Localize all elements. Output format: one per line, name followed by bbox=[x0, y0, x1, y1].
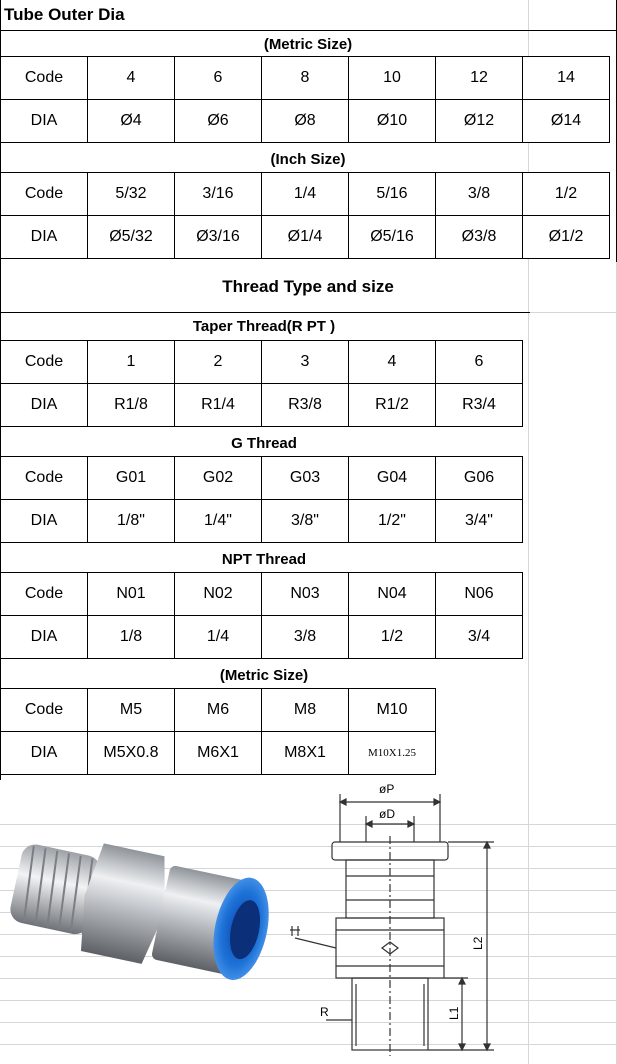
table-cell: Ø14 bbox=[523, 100, 610, 143]
table-row bbox=[1, 216, 610, 259]
table-cell: 1/2" bbox=[349, 500, 436, 543]
table-cell: N02 bbox=[175, 573, 262, 616]
metric-tube-table bbox=[0, 56, 610, 143]
table-cell: N03 bbox=[262, 573, 349, 616]
table-row bbox=[1, 616, 523, 659]
r-label: R bbox=[320, 1005, 329, 1019]
table-row bbox=[1, 732, 436, 775]
table-cell: 3 bbox=[262, 341, 349, 384]
table-cell: 1/8" bbox=[88, 500, 175, 543]
table-cell: M10 bbox=[349, 689, 436, 732]
table-cell: N01 bbox=[88, 573, 175, 616]
table-cell: 1/8 bbox=[88, 616, 175, 659]
code-label: Code bbox=[1, 689, 88, 732]
table-cell: M6 bbox=[175, 689, 262, 732]
frame-left bbox=[0, 0, 1, 780]
thread-section-title: Thread Type and size bbox=[222, 277, 394, 296]
fitting-photo bbox=[2, 800, 302, 1030]
code-label: Code bbox=[1, 457, 88, 500]
table-cell: 1/2 bbox=[523, 173, 610, 216]
table-cell: 1/2 bbox=[349, 616, 436, 659]
table-cell: R3/8 bbox=[262, 384, 349, 427]
inch-tube-table bbox=[0, 172, 610, 259]
table-cell: 1 bbox=[88, 341, 175, 384]
table-row bbox=[1, 384, 523, 427]
table-cell: Ø6 bbox=[175, 100, 262, 143]
section-rule bbox=[0, 312, 530, 313]
table-cell: 3/4 bbox=[436, 616, 523, 659]
code-label: Code bbox=[1, 341, 88, 384]
table-cell: M8 bbox=[262, 689, 349, 732]
code-label: Code bbox=[1, 573, 88, 616]
table-cell: 3/8 bbox=[436, 173, 523, 216]
table-cell: Ø4 bbox=[88, 100, 175, 143]
table-cell: Ø1/4 bbox=[262, 216, 349, 259]
table-row bbox=[1, 341, 523, 384]
phi-p-label: øP bbox=[379, 782, 395, 796]
table-cell: R1/8 bbox=[88, 384, 175, 427]
table-cell: 4 bbox=[88, 57, 175, 100]
dia-label: DIA bbox=[1, 100, 88, 143]
table-row bbox=[1, 100, 610, 143]
page-title: Tube Outer Dia bbox=[4, 5, 125, 24]
table-cell: G04 bbox=[349, 457, 436, 500]
code-label: Code bbox=[1, 173, 88, 216]
table-cell: 4 bbox=[349, 341, 436, 384]
table-row bbox=[1, 457, 523, 500]
table-cell: 5/32 bbox=[88, 173, 175, 216]
table-cell: R1/4 bbox=[175, 384, 262, 427]
table-cell: M5 bbox=[88, 689, 175, 732]
table-cell: 14 bbox=[523, 57, 610, 100]
table-cell: G06 bbox=[436, 457, 523, 500]
table-row bbox=[1, 57, 610, 100]
l1-label: L1 bbox=[447, 1006, 461, 1020]
table-cell: Ø10 bbox=[349, 100, 436, 143]
inch-tube-heading: (Inch Size) bbox=[270, 151, 346, 168]
table-cell: 8 bbox=[262, 57, 349, 100]
table-cell: Ø3/16 bbox=[175, 216, 262, 259]
table-row bbox=[1, 173, 610, 216]
table-cell: 6 bbox=[175, 57, 262, 100]
dimension-drawing bbox=[282, 780, 502, 1058]
table-cell: Ø5/16 bbox=[349, 216, 436, 259]
table-cell: M8X1 bbox=[262, 732, 349, 775]
table-cell: 5/16 bbox=[349, 173, 436, 216]
table-cell: 3/8" bbox=[262, 500, 349, 543]
table-row bbox=[1, 689, 436, 732]
table-cell: Ø8 bbox=[262, 100, 349, 143]
table-cell: 3/8 bbox=[262, 616, 349, 659]
l2-label: L2 bbox=[471, 936, 485, 950]
taper-table bbox=[0, 340, 523, 427]
metric-thread-table bbox=[0, 688, 436, 775]
npt-thread-table bbox=[0, 572, 523, 659]
g-thread-table bbox=[0, 456, 523, 543]
dia-label: DIA bbox=[1, 384, 88, 427]
code-label: Code bbox=[1, 57, 88, 100]
table-cell: M5X0.8 bbox=[88, 732, 175, 775]
table-cell: R1/2 bbox=[349, 384, 436, 427]
phi-d-label: øD bbox=[379, 807, 395, 821]
table-cell: 10 bbox=[349, 57, 436, 100]
title-rule bbox=[0, 30, 617, 31]
dia-label: DIA bbox=[1, 216, 88, 259]
table-cell: 3/16 bbox=[175, 173, 262, 216]
g-thread-heading: G Thread bbox=[231, 435, 297, 452]
table-cell: M6X1 bbox=[175, 732, 262, 775]
metric-tube-heading: (Metric Size) bbox=[263, 36, 353, 53]
dia-label: DIA bbox=[1, 732, 88, 775]
taper-heading: Taper Thread(R PT ) bbox=[192, 318, 336, 335]
table-cell: G01 bbox=[88, 457, 175, 500]
table-row bbox=[1, 573, 523, 616]
table-cell: 1/4 bbox=[262, 173, 349, 216]
table-cell: Ø3/8 bbox=[436, 216, 523, 259]
table-cell: 1/4 bbox=[175, 616, 262, 659]
table-cell: 3/4" bbox=[436, 500, 523, 543]
dia-label: DIA bbox=[1, 500, 88, 543]
table-cell: Ø12 bbox=[436, 100, 523, 143]
table-cell: 6 bbox=[436, 341, 523, 384]
table-cell: N06 bbox=[436, 573, 523, 616]
metric-thread-heading: (Metric Size) bbox=[219, 667, 309, 684]
table-cell: M10X1.25 bbox=[349, 732, 436, 775]
table-cell: N04 bbox=[349, 573, 436, 616]
table-cell: R3/4 bbox=[436, 384, 523, 427]
table-cell: G02 bbox=[175, 457, 262, 500]
table-cell: 12 bbox=[436, 57, 523, 100]
table-cell: Ø1/2 bbox=[523, 216, 610, 259]
table-row bbox=[1, 500, 523, 543]
table-cell: Ø5/32 bbox=[88, 216, 175, 259]
table-cell: G03 bbox=[262, 457, 349, 500]
npt-thread-heading: NPT Thread bbox=[221, 551, 307, 568]
dia-label: DIA bbox=[1, 616, 88, 659]
grid-line bbox=[528, 0, 529, 1064]
table-cell: 2 bbox=[175, 341, 262, 384]
table-cell: 1/4" bbox=[175, 500, 262, 543]
